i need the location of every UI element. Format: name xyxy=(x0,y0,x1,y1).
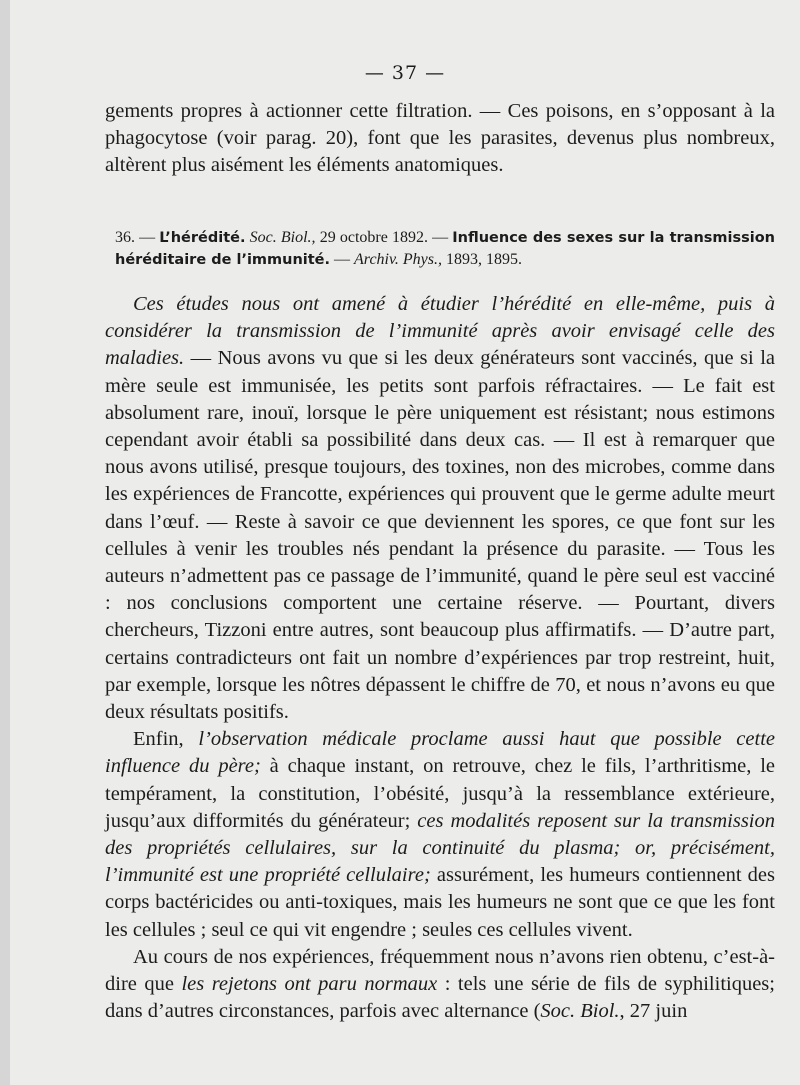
reference-title-1: L’hérédité. xyxy=(159,230,246,246)
text-span: , 27 juin xyxy=(619,1000,688,1023)
document-page xyxy=(10,0,800,1085)
text-span: assurément, les humeurs contiennent des corps bactéricides ou anti-toxiques, mais les humeurs ne sont que ce que les font les cellules ; seul ce qui vit engendre ; seules ces cellules vivent. xyxy=(105,864,775,941)
paragraph-heredity xyxy=(105,291,775,726)
paragraph-intro xyxy=(105,98,775,180)
page-number: — 37 — xyxy=(364,62,446,84)
reference-date-1: 29 octobre 1892. — xyxy=(315,229,453,246)
reference-entry-36 xyxy=(115,227,775,271)
paragraph-experiments xyxy=(105,944,775,1026)
reference-dash-2: — xyxy=(330,251,355,268)
reference-number: 36. xyxy=(115,229,135,246)
italic-span: ces modalités reposent sur la transmission des propriétés cellulaires, sur la continuité du plasma; or, précisément, l’immunité est une propriété cellulaire; xyxy=(105,809,775,887)
reference-date-2: 1893, 1895. xyxy=(442,251,522,268)
paragraph-text: — Nous avons vu que si les deux générateurs sont vaccinés, que si la mère seule est immunisée, les petits sont parfois réfractaires. — Le fait est absolument rare, inouï, lorsque le père uniquement est résistant; nous estimons cependant avoir établi sa possibilité dans deux cas. — Il est à remarquer que nous avons utilisé, presque toujours, des toxines, non des microbes, comme dans les expériences de Francotte, expériences qui prouvent que le germe adulte meurt dans l’œuf. — Reste à savoir ce que deviennent les spores, ce que font sur les cellules à venir les troubles nés pendant la présence du parasite. — Tous les auteurs n’admettent pas ce passage de l’immunité, quand le père seul est vacciné : nos conclusions comportent une certaine réserve. — Pourtant, divers chercheurs, Tizzoni entre autres, sont beaucoup plus affirmatifs. — D’autre part, certains contradicteurs ont fait un nombre d’expériences par trop restreint, huit, par exemple, lorsque les nôtres dépassent le chiffre de 70, et nous n’avons eu que deux résultats positifs. xyxy=(105,347,775,724)
italic-lead: Ces études nous ont amené à étudier l’hérédité en elle-même, puis à considérer la transmission de l’immunité après avoir envisagé celle des maladies. xyxy=(105,293,775,370)
text-span: Au cours de nos expériences, fréquemment nous n’avons rien obtenu, c’est-à-dire que xyxy=(105,945,775,996)
text-span: à chaque instant, on retrouve, chez le fils, l’arthritisme, le tempérament, la constitution, l’obésité, jusqu’à la ressemblance extérieure, jusqu’aux difformités du générateur; xyxy=(105,755,776,832)
reference-dash: — xyxy=(135,229,160,246)
reference-source-1: Soc. Biol., xyxy=(245,229,316,246)
reference-source-2: Archiv. Phys., xyxy=(354,251,442,268)
italic-span: les rejetons ont paru normaux xyxy=(181,973,438,996)
reference-title-2: Influence des sexes sur la transmission héréditaire de l’immunité. xyxy=(115,230,775,268)
italic-span: l’observation médicale proclame aussi haut que possible cette influence du père; xyxy=(105,728,775,778)
body-text xyxy=(105,291,775,1025)
text-span: : tels une série de fils de syphilitiques; dans d’autres circonstances, parfois avec alternance ( xyxy=(105,973,775,1023)
paragraph-father-influence xyxy=(105,726,775,944)
paragraph-text: gements propres à actionner cette filtration. — Ces poisons, en s’opposant à la phagocytose (voir parag. 20), font que les parasites, devenus plus nombreux, altèrent plus aisément les éléments anatomiques. xyxy=(105,100,775,177)
text-span: Enfin, xyxy=(133,728,199,751)
italic-span: Soc. Biol. xyxy=(540,1000,620,1023)
